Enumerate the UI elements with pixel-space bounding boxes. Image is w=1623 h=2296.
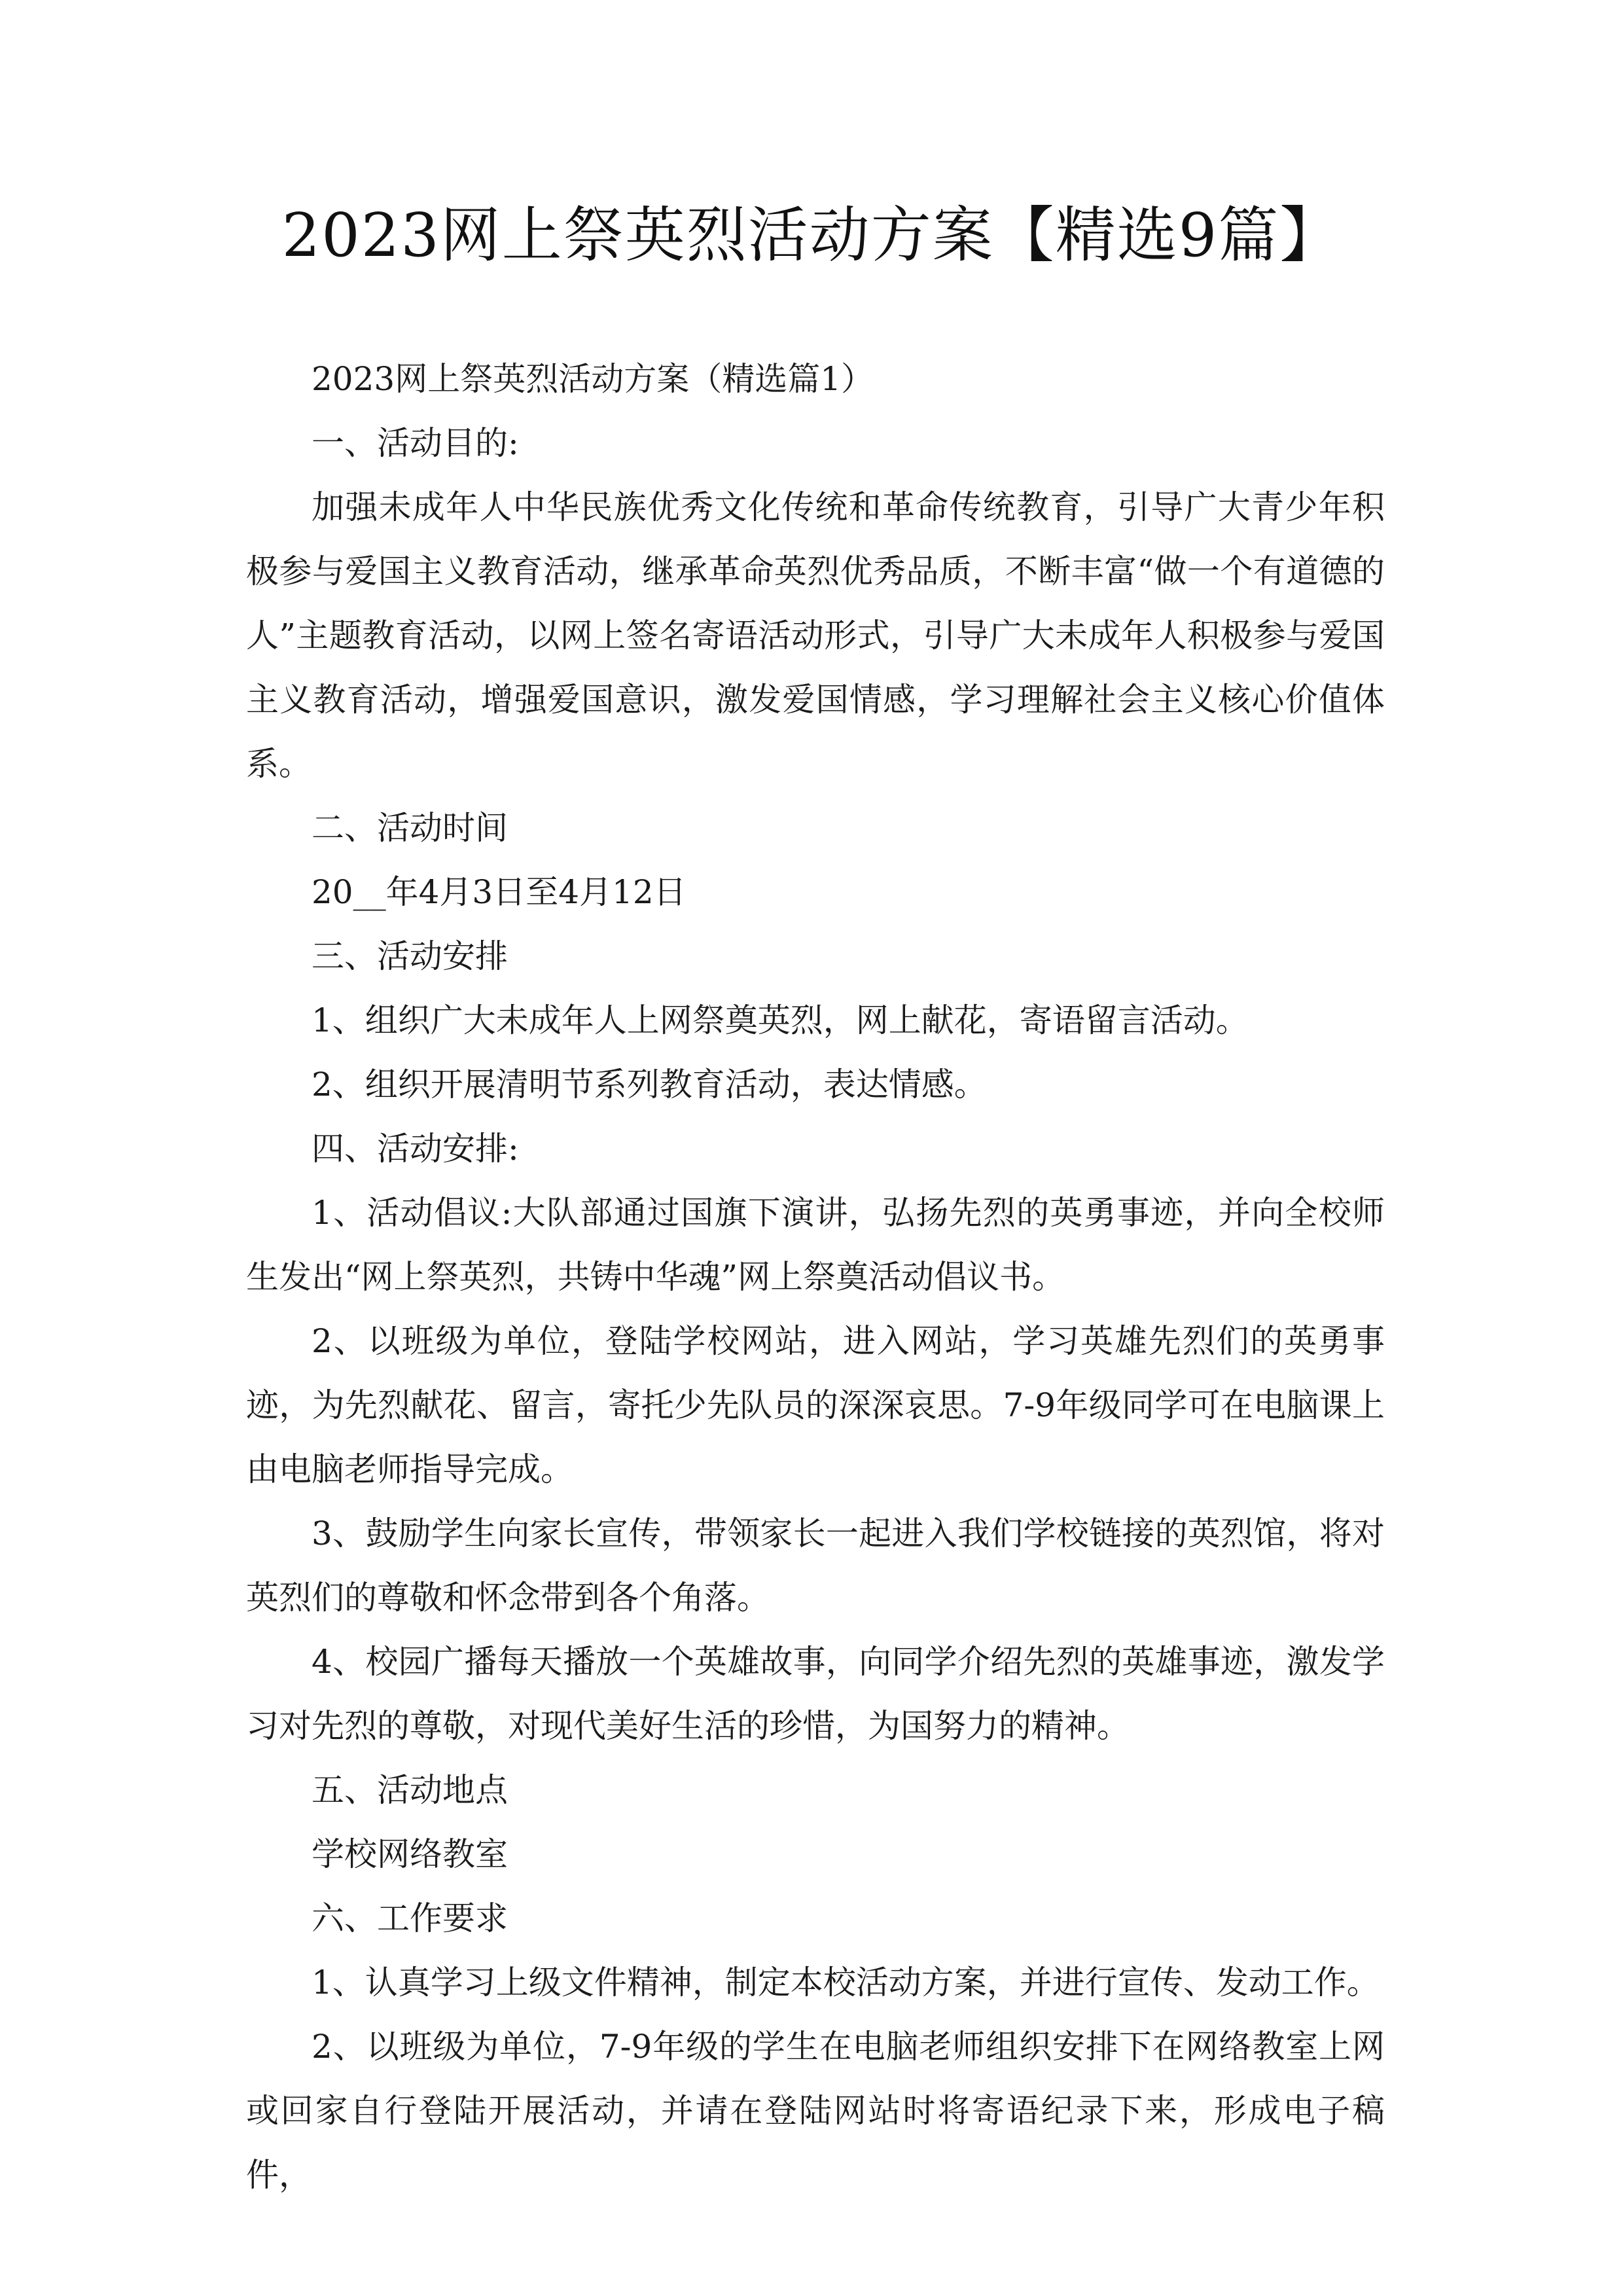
paragraph-requirement-2: 2、以班级为单位，7-9年级的学生在电脑老师组织安排下在网络教室上网或回家自行登陆开展活动，并请在登陆网站时将寄语纪录下来，形成电子稿件， bbox=[246, 2028, 1385, 2194]
document-title: 2023网上祭英烈活动方案【精选9篇】 bbox=[281, 200, 1342, 270]
paragraph-location: 学校网络教室 bbox=[312, 1835, 508, 1873]
paragraph-detail-2: 2、以班级为单位，登陆学校网站，进入网站，学习英雄先烈们的英勇事迹，为先烈献花、留言，寄托少先队员的深深哀思。7-9年级同学可在电脑课上由电脑老师指导完成。 bbox=[246, 1322, 1385, 1488]
subheading-arrangement: 三、活动安排 bbox=[312, 937, 508, 975]
paragraph-requirement-1: 1、认真学习上级文件精神，制定本校活动方案，并进行宣传、发动工作。 bbox=[312, 1964, 1380, 2001]
subheading-arrangement-detail: 四、活动安排: bbox=[312, 1130, 519, 1168]
paragraph-detail-3: 3、鼓励学生向家长宣传，带领家长一起进入我们学校链接的英烈馆，将对英烈们的尊敬和怀念带到各个角落。 bbox=[246, 1515, 1385, 1617]
paragraph-time: 20__年4月3日至4月12日 bbox=[312, 873, 687, 911]
document-body bbox=[246, 347, 1385, 2207]
paragraph-detail-1: 1、活动倡议:大队部通过国旗下演讲，弘扬先烈的英勇事迹，并向全校师生发出“网上祭英烈，共铸中华魂”网上祭奠活动倡议书。 bbox=[246, 1194, 1385, 1296]
paragraph-arrangement-1: 1、组织广大未成年人上网祭奠英烈，网上献花，寄语留言活动。 bbox=[312, 1001, 1249, 1039]
section-heading: 2023网上祭英烈活动方案（精选篇1） bbox=[312, 360, 874, 398]
subheading-requirements: 六、工作要求 bbox=[312, 1899, 508, 1937]
subheading-location: 五、活动地点 bbox=[312, 1771, 508, 1809]
paragraph-arrangement-2: 2、组织开展清明节系列教育活动，表达情感。 bbox=[312, 1066, 987, 1103]
subheading-purpose: 一、活动目的: bbox=[312, 424, 519, 462]
paragraph-detail-4: 4、校园广播每天播放一个英雄故事，向同学介绍先烈的英雄事迹，激发学习对先烈的尊敬，对现代美好生活的珍惜，为国努力的精神。 bbox=[246, 1643, 1385, 1745]
paragraph-purpose: 加强未成年人中华民族优秀文化传统和革命传统教育，引导广大青少年积极参与爱国主义教育活动，继承革命英烈优秀品质，不断丰富“做一个有道德的人”主题教育活动，以网上签名寄语活动形式，引导广大未成年人积极参与爱国主义教育活动，增强爱国意识，激发爱国情感，学习理解社会主义核心价值体系。 bbox=[246, 488, 1385, 783]
subheading-time: 二、活动时间 bbox=[312, 809, 508, 847]
